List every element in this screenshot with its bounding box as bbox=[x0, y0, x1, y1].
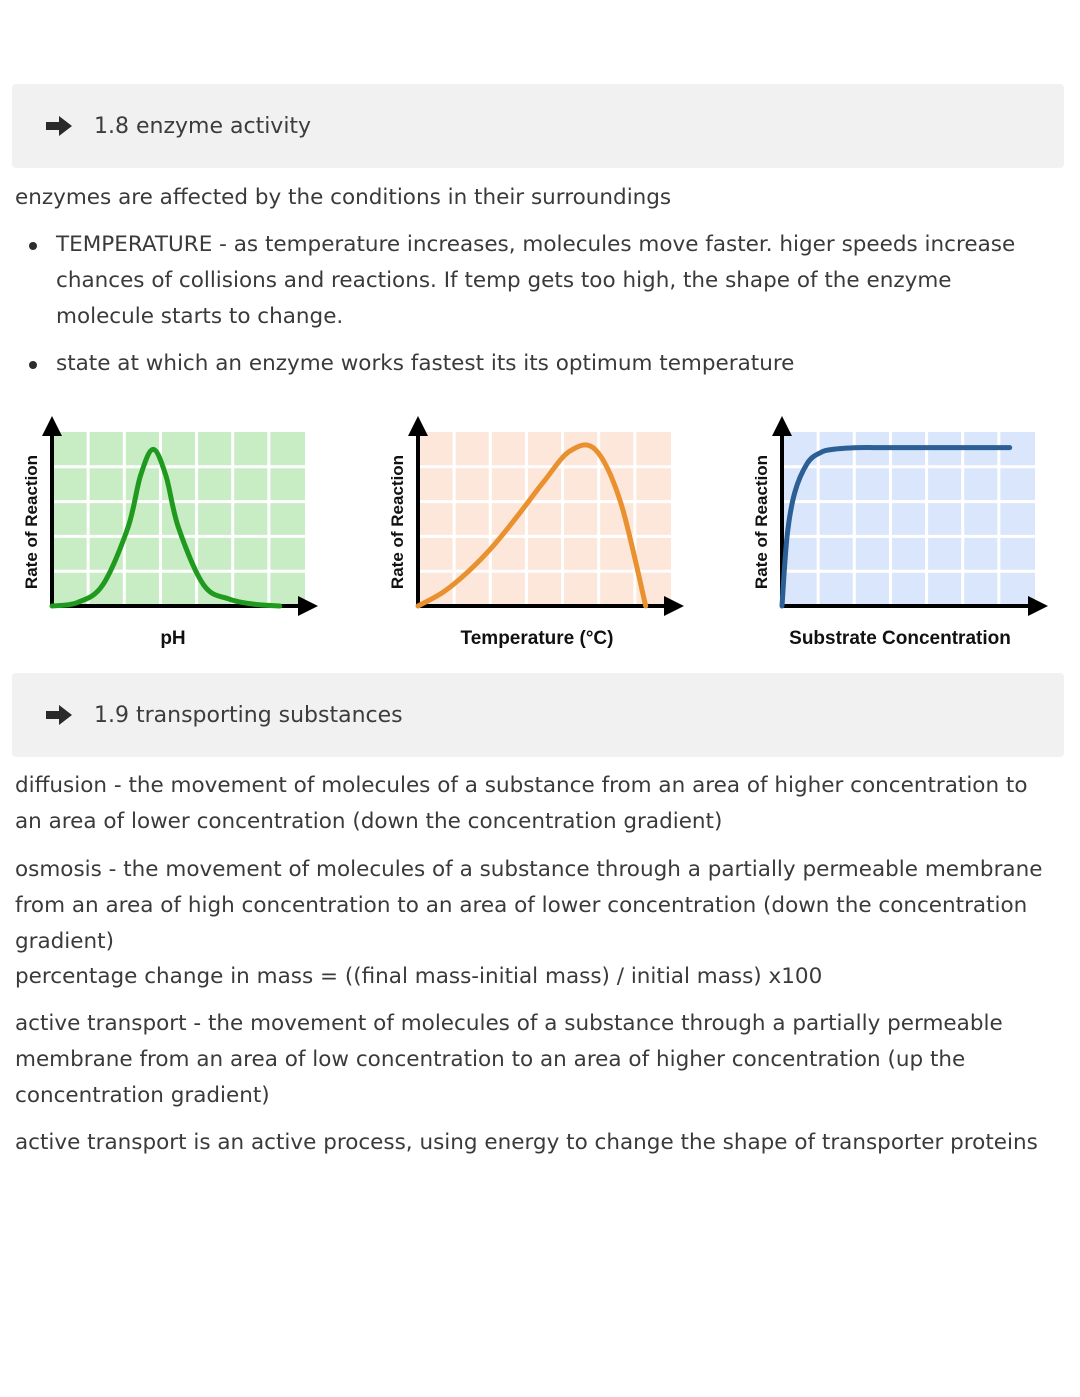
section-title: 1.9 transporting substances bbox=[94, 702, 403, 728]
chart-ph-plot-bg bbox=[52, 432, 305, 606]
chart-temperature-ylabel: Rate of Reaction bbox=[388, 454, 407, 590]
chart-ph bbox=[18, 412, 368, 662]
chart-substrate-plot-bg bbox=[782, 432, 1035, 606]
bullet-list bbox=[15, 227, 1045, 382]
chart-temperature bbox=[384, 412, 734, 662]
active-process-text: active transport is an active process, using energy to change the shape of transporter proteins bbox=[15, 1130, 1038, 1155]
chart-substrate bbox=[748, 412, 1080, 662]
bullet-temperature: TEMPERATURE - as temperature increases, molecules move faster. higer speeds increase chances of collisions and reactions. If temp gets too high, the shape of the enzyme molecule starts to change. bbox=[15, 227, 1045, 335]
chart-temperature-y-arrowhead bbox=[408, 416, 428, 436]
chart-ph-xlabel: pH bbox=[160, 628, 186, 649]
intro-text: enzymes are affected by the conditions in their surroundings bbox=[15, 185, 672, 210]
chart-temperature-xlabel: Temperature (°C) bbox=[460, 628, 614, 649]
bullet-optimum: state at which an enzyme works fastest its its optimum temperature bbox=[15, 346, 1045, 382]
chart-temperature-x-arrowhead bbox=[664, 596, 684, 616]
chart-substrate-xlabel: Substrate Concentration bbox=[789, 628, 1011, 649]
active-transport-text: active transport - the movement of molecules of a substance through a partially permeable membrane from an area of low concentration to an area of higher concentration (up the concentration gradient) bbox=[15, 1011, 1003, 1108]
arrow-right-icon bbox=[44, 114, 74, 138]
chart-substrate-ylabel: Rate of Reaction bbox=[752, 454, 771, 590]
arrow-right-icon bbox=[44, 703, 74, 727]
section-callout-enzyme-activity bbox=[12, 84, 1064, 168]
section-callout-transporting-substances bbox=[12, 673, 1064, 757]
osmosis-text: osmosis - the movement of molecules of a substance through a partially permeable membrane from an area of high concentration to an area of lower concentration (down the concentration gradient) bbox=[15, 857, 1043, 954]
chart-substrate-x-arrowhead bbox=[1028, 596, 1048, 616]
section-title: 1.8 enzyme activity bbox=[94, 113, 312, 139]
chart-ph-x-arrowhead bbox=[298, 596, 318, 616]
chart-ph-y-arrowhead bbox=[42, 416, 62, 436]
chart-ph-ylabel: Rate of Reaction bbox=[22, 454, 41, 590]
chart-substrate-y-arrowhead bbox=[772, 416, 792, 436]
formula-text: percentage change in mass = ((final mass-initial mass) / initial mass) x100 bbox=[15, 964, 823, 989]
diffusion-text: diffusion - the movement of molecules of a substance from an area of higher concentration to an area of lower concentration (down the concentration gradient) bbox=[15, 773, 1028, 834]
